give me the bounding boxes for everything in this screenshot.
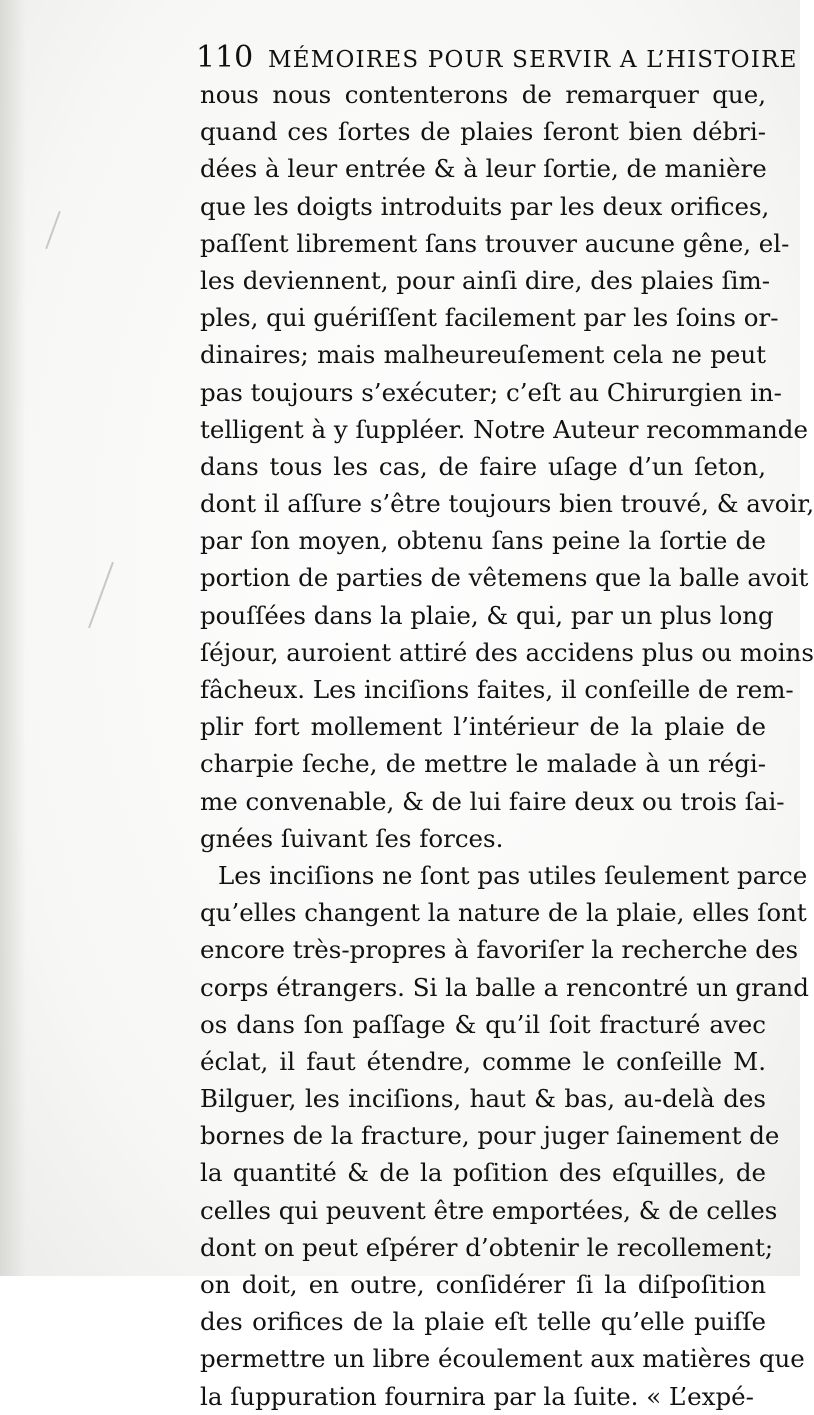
text-line: os dans ſon paſſage & qu’il ſoit fracturé avec [200, 1009, 766, 1039]
text-line: on doit, en outre, conſidérer ſi la diſpoſition [200, 1270, 766, 1299]
text-line: gnées ſuivant ſes forces. [200, 823, 504, 853]
text-line: les deviennent, pour ainſi dire, des plaies ſim- [200, 265, 771, 295]
text-line: la quantité & de la poſition des eſquilles, de [200, 1158, 766, 1188]
text-line: bornes de la fracture, pour juger ſainement de [200, 1121, 780, 1151]
text-line: portion de parties de vêtemens que la balle avoit [200, 563, 809, 593]
text-line: paſſent librement ſans trouver aucune gêne, el- [200, 228, 790, 258]
text-line: par ſon moyen, obtenu ſans peine la ſortie de [200, 526, 766, 556]
text-line: Bilguer, les inciſions, haut & bas, au-delà des [200, 1084, 766, 1114]
text-line: dont on peut eſpérer d’obtenir le recollement; [200, 1232, 774, 1262]
text-line: pas toujours s’exécuter; c’eſt au Chirurgien in- [200, 377, 782, 407]
text-line: me convenable, & de lui faire deux ou trois ſai- [200, 786, 785, 816]
text-line: dont il aſſure s’être toujours bien trouvé, & avoir, [200, 489, 814, 519]
page-gutter-shadow [0, 0, 26, 1276]
text-line: ſéjour, auroient attiré des accidens plus ou moins [200, 637, 814, 667]
text-line: telligent à y ſuppléer. Notre Auteur recommande [200, 414, 808, 444]
text-line: des orifices de la plaie eſt telle qu’elle puiſſe [200, 1307, 766, 1337]
text-line: pouſſées dans la plaie, & qui, par un plus long [200, 600, 774, 630]
margin-mark [88, 562, 114, 628]
text-line: celles qui peuvent être emportées, & de celles [200, 1195, 778, 1225]
margin-mark [45, 211, 61, 249]
text-line: encore très-propres à favoriſer la recherche des [200, 935, 799, 965]
text-line: dinaires; mais malheureuſement cela ne peut [200, 340, 766, 370]
page-number: 110 [196, 40, 254, 75]
running-head: MÉMOIRES POUR SERVIR A L’HISTOIRE [268, 47, 798, 73]
text-line: corps étrangers. Si la balle a rencontré un grand [200, 972, 809, 1002]
text-line: Les inciſions ne ſont pas utiles ſeulement parce [218, 860, 808, 890]
page-header [196, 38, 798, 78]
text-line: permettre un libre écoulement aux matières que [200, 1344, 805, 1374]
text-line: quand ces ſortes de plaies ſeront bien débri- [200, 117, 766, 147]
text-line: la ſuppuration fournira par la ſuite. « L’expé- [200, 1381, 754, 1411]
text-line: ples, qui guériſſent facilement par les ſoins or- [200, 303, 779, 333]
text-line: charpie ſeche, de mettre le malade à un régi- [200, 749, 766, 779]
text-line: plir fort mollement l’intérieur de la plaie de [200, 712, 766, 742]
text-line: dées à leur entrée & à leur ſortie, de manière [200, 154, 767, 184]
text-line: qu’elles changent la nature de la plaie, elles ſont [200, 898, 807, 928]
body-text [200, 76, 814, 1415]
text-line: éclat, il faut étendre, comme le conſeille M. [200, 1046, 766, 1076]
text-line: nous nous contenterons de remarquer que, [200, 80, 766, 109]
text-line: fâcheux. Les inciſions faites, il conſeille de rem- [200, 675, 794, 704]
text-line: que les doigts introduits par les deux orifices, [200, 191, 770, 221]
text-line: dans tous les cas, de faire uſage d’un ſeton, [200, 451, 766, 481]
